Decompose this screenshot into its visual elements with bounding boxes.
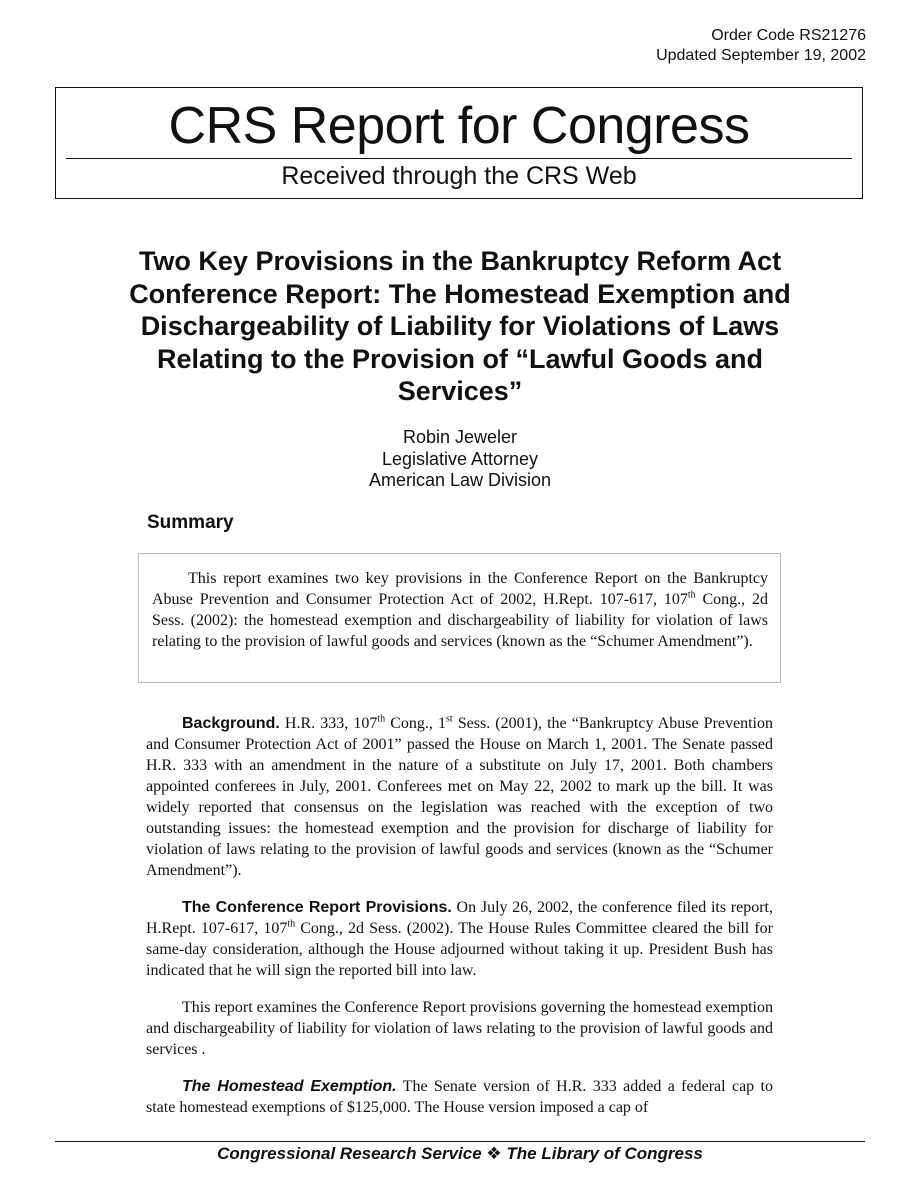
footer-loc: The Library of Congress: [506, 1144, 703, 1163]
footer-divider: [55, 1141, 865, 1142]
report-body: [146, 713, 773, 1134]
diamond-separator-icon: ❖: [486, 1144, 502, 1163]
homestead-paragraph: The Homestead Exemption. The Senate version of H.R. 333 added a federal cap to state homestead exemptions of $125,000. The House version imposed a cap of: [146, 1078, 773, 1116]
summary-heading: Summary: [147, 512, 234, 533]
author-name: Robin Jeweler: [402, 427, 518, 447]
updated-date: Updated September 19, 2002: [656, 47, 866, 64]
banner-title: CRS Report for Congress: [168, 97, 750, 155]
summary-box: [138, 553, 781, 683]
homestead-heading: The Homestead Exemption.: [182, 1078, 397, 1095]
author-title: Legislative Attorney: [381, 448, 539, 469]
banner-divider: [66, 158, 852, 159]
report-banner: [55, 87, 863, 199]
background-heading: Background.: [182, 715, 280, 732]
author-division: American Law Division: [368, 470, 552, 490]
order-code: Order Code RS21276: [711, 27, 866, 44]
order-code-block: [656, 26, 866, 66]
summary-text: This report examines two key provisions in the Conference Report on the Bankruptcy Abuse Prevention and Consumer Protection Act of 2002, H.Rept. 107-617, 107th Cong., 2d Sess. (2002): the homestead exemption and dischargeability of liability for violation of laws relating to the provision of lawful goods and services (known as the “Schumer Amendment”).: [152, 570, 769, 650]
page-footer: [0, 1144, 920, 1164]
conference-heading: The Conference Report Provisions.: [182, 899, 452, 916]
conference-paragraph: The Conference Report Provisions. On July 26, 2002, the conference filed its report, H.Rept. 107-617, 107th Cong., 2d Sess. (2002). The House Rules Committee cleared the bill for same-day consideration, although the House adjourned without taking it up. President Bush has indicated that he will sign the reported bill into law.: [146, 899, 774, 979]
background-paragraph: Background. H.R. 333, 107th Cong., 1st Sess. (2001), the “Bankruptcy Abuse Prevention and Consumer Protection Act of 2001” passed the House on March 1, 2001. The Senate passed H.R. 333 with an amendment in the nature of a substitute on July 17, 2001. Both chambers appointed conferees in July, 2001. Conferees met on May 22, 2002 to mark up the bill. It was widely reported that consensus on the legislation was reached with the exception of two outstanding issues: the homestead exemption and the provision for discharge of liability for violation of laws relating to the provision of lawful goods and services (known as the “Schumer Amendment”).: [146, 713, 773, 879]
footer-crs: Congressional Research Service: [217, 1144, 482, 1163]
banner-subtitle: Received through the CRS Web: [281, 162, 637, 190]
document-title: Two Key Provisions in the Bankruptcy Reform Act Conference Report: The Homestead Exemption and Dischargeability of Liability for Violations of Laws Relating to the Provision of “Lawful Goods and Services”: [129, 246, 791, 406]
author-block: [0, 427, 920, 492]
examines-paragraph: This report examines the Conference Report provisions governing the homestead exemption and dischargeability of liability for violation of laws relating to the provision of lawful goods and services .: [146, 999, 773, 1058]
